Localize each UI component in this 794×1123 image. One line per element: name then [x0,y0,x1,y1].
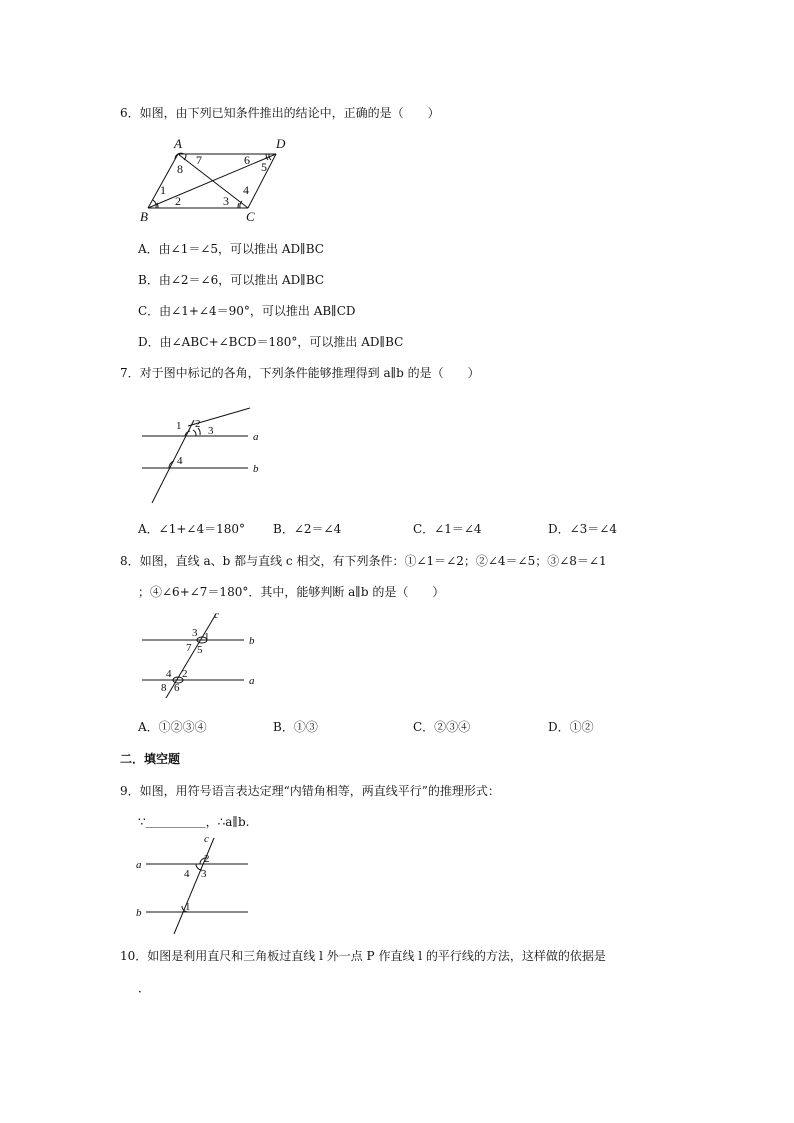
q9-line-c: c [204,833,209,845]
q8-option-a: A．①②③④ [138,720,207,734]
q6-stem: 6．如图，由下列已知条件推出的结论中，正确的是（ ） [120,106,440,120]
q7-angle-4: 4 [177,455,183,467]
q8-stem-line-2: ；④∠6+∠7＝180°．其中，能够判断 a∥b 的是（ ） [138,585,445,599]
q8-angle-2: 2 [182,668,188,680]
q9-angle-1: 1 [185,901,191,913]
q6-parallelogram-figure [138,136,294,226]
q7-option-b: B．∠2＝∠4 [273,522,342,536]
q8-angle-7: 7 [186,642,192,654]
q8-parallel-lines-figure [138,608,268,698]
q9-line-a: a [136,859,142,871]
q8-line-c: c [214,609,219,621]
section-title: 二．填空题 [120,752,181,766]
q8-line-a: a [249,675,255,687]
q8-stem-line-1: 8．如图，直线 a、b 都与直线 c 相交，有下列条件：①∠1＝∠2；②∠4＝∠5；③∠8＝∠1 [120,554,607,568]
q9-formula: ∵＿＿＿＿＿，∴a∥b. [138,815,250,829]
q7-option-a: A．∠1+∠4＝180° [138,522,246,536]
q6-vertex-d: D [276,136,286,151]
q6-angle-4: 4 [243,183,249,197]
q10-stem: 10．如图是利用直尺和三角板过直线 l 外一点 P 作直线 l 的平行线的方法，这样做的依据是 [120,949,606,963]
q8-angle-5: 5 [197,644,203,656]
q8-angle-1: 1 [204,631,210,643]
q7-angle-3: 3 [208,425,214,437]
q7-stem: 7．对于图中标记的各角，下列条件能够推理得到 a∥b 的是（ ） [120,366,480,380]
q7-angle-1: 1 [176,420,182,432]
q7-angle-2: 2 [195,418,201,430]
q10-tail: ． [138,981,151,995]
q9-line-b: b [136,907,142,919]
q8-angle-4: 4 [166,668,172,680]
q6-option-a: A．由∠1＝∠5，可以推出 AD∥BC [138,242,324,256]
q6-vertex-b: B [140,209,148,224]
q6-angle-1: 1 [160,183,166,197]
q6-option-b: B．由∠2＝∠6，可以推出 AD∥BC [138,273,325,287]
q9-angle-4: 4 [184,868,190,880]
q8-option-b: B．①③ [273,720,318,734]
q6-vertex-c: C [246,209,255,224]
q8-option-d: D．①② [548,720,594,734]
q9-angle-3: 3 [201,868,207,880]
q6-angle-3: 3 [223,194,229,208]
q6-angle-5: 5 [261,160,267,174]
q6-vertex-a: A [174,136,182,151]
q8-option-c: C．②③④ [413,720,471,734]
q6-angle-2: 2 [175,194,181,208]
q9-angle-2: 2 [204,853,210,865]
q8-angle-8: 8 [161,682,167,694]
q6-angle-7: 7 [196,153,202,167]
q8-angle-6: 6 [174,682,180,694]
q7-line-b: b [253,463,259,475]
q7-line-a: a [253,431,259,443]
q9-parallel-lines-figure [132,832,262,938]
q6-angle-8: 8 [177,162,183,176]
q7-parallel-lines-figure [138,400,268,506]
q7-option-d: D．∠3＝∠4 [548,522,618,536]
q7-option-c: C．∠1＝∠4 [413,522,482,536]
q6-angle-6: 6 [244,153,250,167]
q6-option-d: D．由∠ABC+∠BCD＝180°，可以推出 AD∥BC [138,335,404,349]
q9-stem: 9．如图，用符号语言表达定理“内错角相等，两直线平行”的推理形式： [120,784,500,798]
q8-line-b: b [249,635,255,647]
q6-option-c: C．由∠1+∠4＝90°，可以推出 AB∥CD [138,304,356,318]
q8-angle-3: 3 [192,627,198,639]
